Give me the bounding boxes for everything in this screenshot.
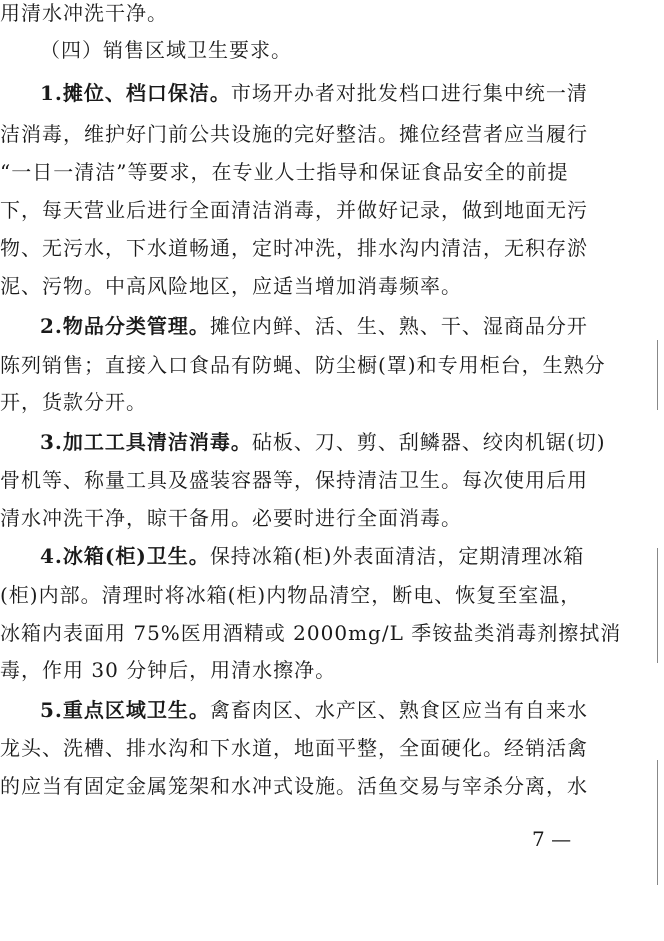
text-span: 摊位内鲜、活、生、熟、干、湿商品分开 xyxy=(209,314,588,338)
text-line: 泥、污物。中高风险地区，应适当增加消毒频率。 xyxy=(0,274,462,298)
page-number: 7 — xyxy=(532,827,572,851)
item-heading: 4.冰箱(柜)卫生。 xyxy=(40,544,210,568)
text-span: 砧板、刀、剪、刮鳞器、绞肉机锯(切) xyxy=(251,430,606,454)
text-line: 毒，作用 30 分钟后，用清水擦净。 xyxy=(0,658,337,682)
paragraph-first-line xyxy=(40,543,664,569)
paragraph-first-line xyxy=(40,313,664,339)
scan-edge-mark xyxy=(657,548,658,663)
section-heading: （四）销售区域卫生要求。 xyxy=(40,38,292,62)
paragraph-first-line xyxy=(40,429,664,455)
text-line: 龙头、洗槽、排水沟和下水道，地面平整，全面硬化。经销活禽 xyxy=(0,736,588,760)
text-span: 保持冰箱(柜)外表面清洁，定期清理冰箱 xyxy=(209,544,585,568)
text-line: 陈列销售；直接入口食品有防蝇、防尘橱(罩)和专用柜台，生熟分 xyxy=(0,353,606,377)
text-line: 洁消毒，维护好门前公共设施的完好整洁。摊位经营者应当履行 xyxy=(0,122,588,146)
paragraph-first-line xyxy=(40,80,664,106)
text-line: 清水冲洗干净，晾干备用。必要时进行全面消毒。 xyxy=(0,506,462,530)
text-line: 冰箱内表面用 75%医用酒精或 2000mg/L 季铵盐类消毒剂擦拭消 xyxy=(0,621,622,645)
scan-edge-mark xyxy=(657,340,658,410)
item-heading: 5.重点区域卫生。 xyxy=(40,698,210,722)
scan-edge-mark xyxy=(657,760,658,885)
paragraph-first-line xyxy=(40,697,664,723)
item-heading: 3.加工工具清洁消毒。 xyxy=(40,430,252,454)
text-line: (柜)内部。清理时将冰箱(柜)内物品清空，断电、恢复至室温， xyxy=(0,583,582,607)
text-line: 的应当有固定金属笼架和水冲式设施。活鱼交易与宰杀分离，水 xyxy=(0,774,588,798)
text-line: “一日一清洁”等要求，在专业人士指导和保证食品安全的前提 xyxy=(0,160,569,184)
text-line: 开，货款分开。 xyxy=(0,390,147,414)
item-heading: 2.物品分类管理。 xyxy=(40,314,210,338)
text-line: 用清水冲洗干净。 xyxy=(0,1,168,25)
text-span: 市场开办者对批发档口进行集中统一清 xyxy=(230,81,588,105)
item-heading: 1.摊位、档口保洁。 xyxy=(40,81,231,105)
text-span: 禽畜肉区、水产区、熟食区应当有自来水 xyxy=(209,698,588,722)
text-line: 下，每天营业后进行全面清洁消毒，并做好记录，做到地面无污 xyxy=(0,198,588,222)
text-line: 骨机等、称量工具及盛装容器等，保持清洁卫生。每次使用后用 xyxy=(0,468,588,492)
text-line: 物、无污水，下水道畅通，定时冲洗，排水沟内清洁，无积存淤 xyxy=(0,236,588,260)
